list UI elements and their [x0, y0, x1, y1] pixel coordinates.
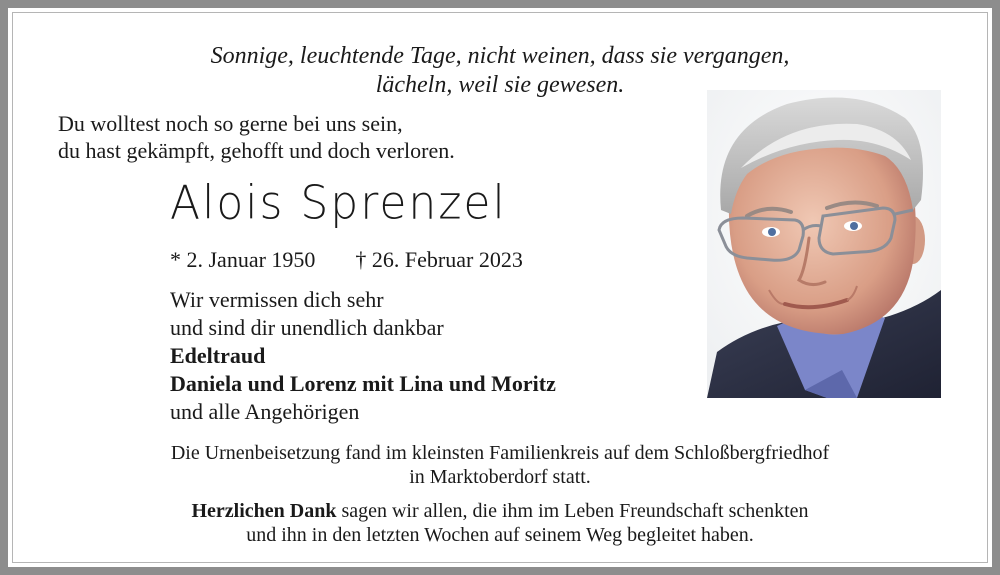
thanks-line-1-text: sagen wir allen, die ihm im Leben Freundschaft schenkten	[336, 500, 809, 522]
verse	[58, 110, 455, 164]
motto-line-1: Sonnige, leuchtende Tage, nicht weinen, dass sie vergangen,	[210, 43, 790, 69]
mourner-family: Daniela und Lorenz mit Lina und Moritz	[170, 371, 556, 396]
birth-date: * 2. Januar 1950	[170, 247, 316, 272]
mourners-line-1: Wir vermissen dich sehr	[170, 287, 384, 312]
mourners	[170, 286, 556, 426]
portrait-photo	[707, 90, 941, 398]
life-dates	[170, 247, 523, 273]
deceased-name: Alois Sprenzel	[170, 176, 507, 231]
verse-line-2: du hast gekämpft, gehofft und doch verloren.	[58, 138, 455, 163]
burial-notice	[0, 441, 1000, 489]
thanks-heading: Herzlichen Dank	[191, 500, 337, 522]
mourners-line-2: und sind dir unendlich dankbar	[170, 315, 444, 340]
thanks-line-1	[0, 499, 1000, 523]
thanks-notice	[0, 499, 1000, 547]
burial-line-2: in Marktoberdorf statt.	[409, 466, 591, 488]
death-date: † 26. Februar 2023	[355, 247, 523, 272]
mourners-others: und alle Angehörigen	[170, 399, 360, 424]
verse-line-1: Du wolltest noch so gerne bei uns sein,	[58, 111, 403, 136]
burial-line-1: Die Urnenbeisetzung fand im kleinsten Familienkreis auf dem Schloßbergfriedhof	[170, 442, 830, 464]
motto-line-2: lächeln, weil sie gewesen.	[375, 72, 625, 98]
thanks-line-2: und ihn in den letzten Wochen auf seinem Weg begleitet haben.	[246, 524, 754, 546]
mourner-spouse: Edeltraud	[170, 343, 266, 368]
